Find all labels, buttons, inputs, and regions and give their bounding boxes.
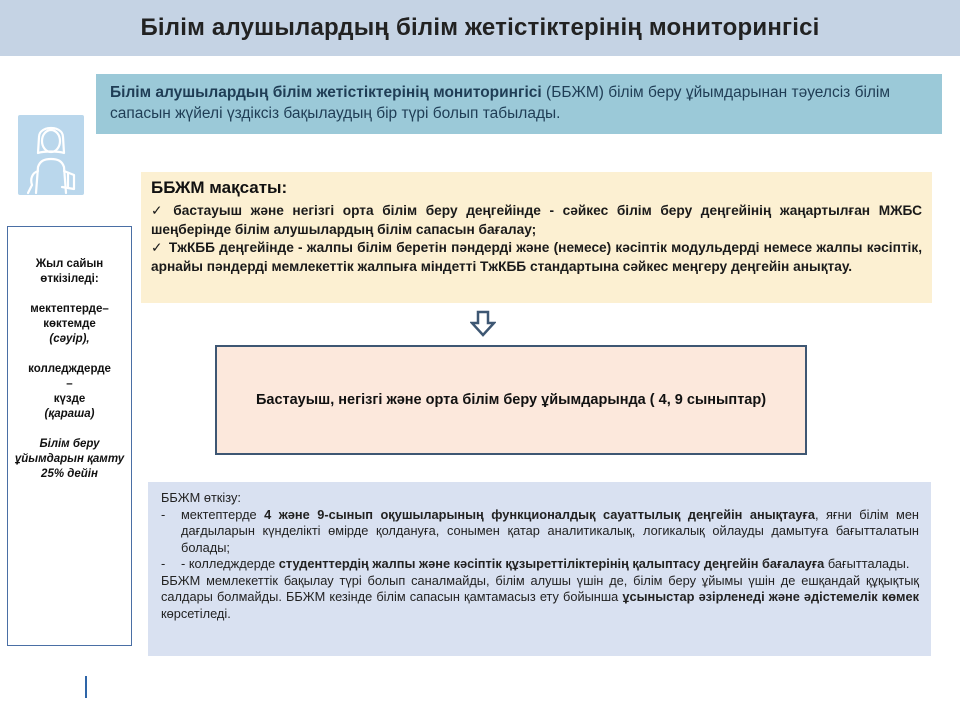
down-arrow-icon	[470, 310, 496, 338]
title-bar	[0, 0, 960, 56]
intro-bold: Білім алушылардың білім жетістіктерінің мониторингісі	[110, 84, 542, 101]
conduct-item	[161, 507, 919, 557]
schedule-schools: мектептерде–	[30, 303, 109, 315]
divider-line	[85, 676, 87, 698]
schedule-autumn: күзде	[53, 393, 86, 405]
conduct-box	[148, 482, 931, 656]
goal-item	[151, 239, 922, 276]
goal-item-text: бастауыш және негізгі орта білім беру деңгейінде - сәйкес білім беру деңгейінің жаңартылған МЖБС шеңберінде білім алушылардың білім сапасын бағалау;	[151, 203, 923, 237]
conduct-item	[161, 556, 919, 573]
schedule-panel	[7, 226, 132, 646]
conduct-item-text: - колледждерде студенттердің жалпы және кәсіптік құзыреттіліктерінің қалыптасу деңгейін бағалауға бағытталады.	[181, 556, 910, 571]
intro-box	[96, 74, 942, 134]
checkmark-icon: ✓	[151, 240, 163, 255]
conduct-paragraph: ББЖМ мемлекеттік бақылау түрі болып саналмайды, білім алушы үшін де, білім беру ұйымы үшін де ешқандай құқықтық салдары болмайды. ББЖМ кезінде білім сапасын қамтамасыз ету бойынша ұсыныстар әзірленеді және әдістемелік көмек көрсетіледі.	[161, 572, 919, 621]
teacher-with-book-icon	[18, 115, 84, 195]
schedule-spring: көктемде	[43, 318, 96, 330]
intro-text: (ББЖМ) білім беру ұйымдарынан тәуелсіз білім сапасын жүйелі үздіксіз бақылаудың бір түрі болып табылады.	[110, 84, 891, 122]
schedule-coverage: Білім беру ұйымдарын қамту 25% дейін	[14, 438, 125, 480]
conduct-dash: -	[161, 506, 166, 522]
goal-item-text: ТжКББ деңгейінде - жалпы білім беретін пәндерді және (немесе) кәсіптік модульдерді немесе жалпы кәсіптік, арнайы пәндерді мемлекеттік жалпыға міндетті ТжКББ стандартына сәйкес меңгеру деңгейін анықтау.	[151, 240, 922, 274]
goal-item	[151, 202, 922, 239]
schedule-april: (сәуір),	[49, 333, 90, 345]
goals-title: ББЖМ мақсаты:	[151, 178, 288, 197]
conduct-heading: ББЖМ өткізу:	[161, 490, 241, 505]
scope-box	[215, 345, 807, 455]
goals-box	[141, 172, 932, 303]
checkmark-icon: ✓	[151, 203, 168, 218]
schedule-november: (қараша)	[44, 408, 95, 420]
schedule-annual: Жыл сайын өткізіледі:	[35, 258, 104, 285]
schedule-colleges: колледждерде	[28, 363, 111, 375]
schedule-dash: –	[66, 378, 73, 390]
conduct-item-text: мектептерде 4 және 9-сынып оқушыларының функционалдық сауаттылық деңгейін анықтауға, яғни білім мен дағдыларын күнделікті өмірде қолдануға, сонымен қатар аналитикалық, логикалық ойлауды дамытуға бағытталатын болады;	[181, 506, 919, 555]
conduct-dash: -	[161, 556, 166, 571]
page-title: Білім алушылардың білім жетістіктерінің мониторингісі	[140, 14, 820, 41]
scope-text: Бастауыш, негізгі және орта білім беру ұйымдарында ( 4, 9 сыныптар)	[255, 392, 767, 408]
